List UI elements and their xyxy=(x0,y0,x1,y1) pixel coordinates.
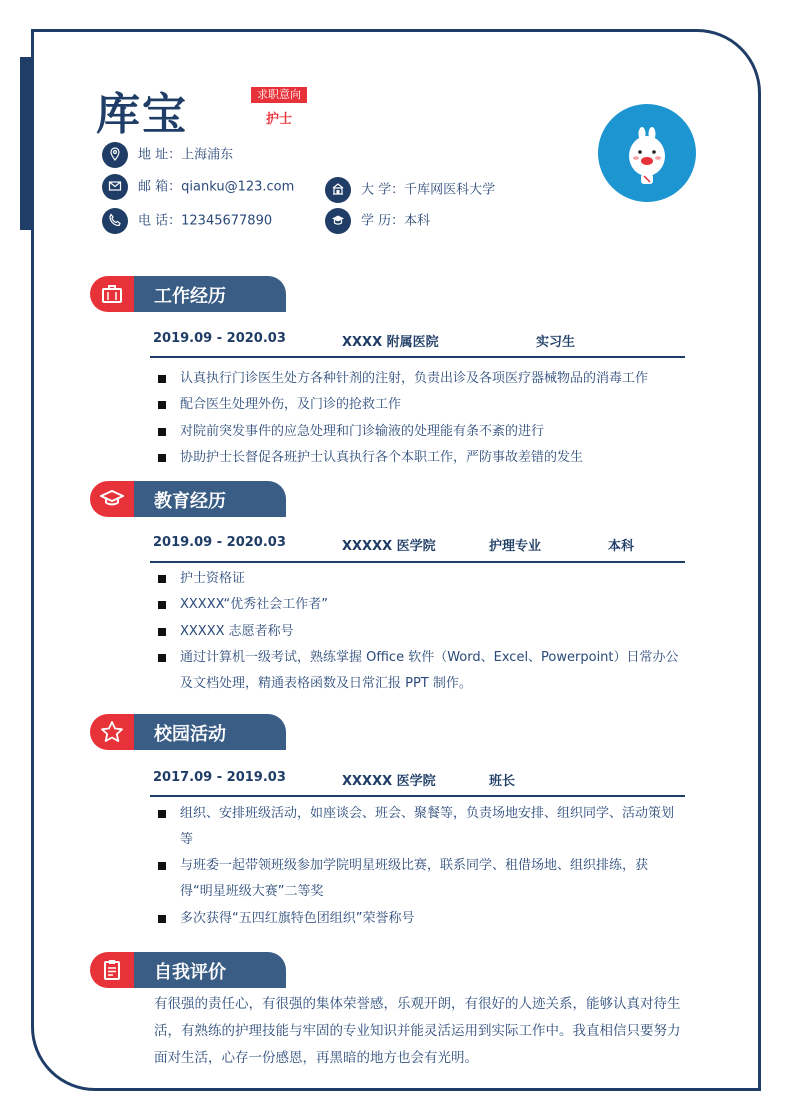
bullet xyxy=(158,375,166,383)
decorative-side-bar xyxy=(20,57,31,230)
section-header-work xyxy=(90,276,286,312)
phone-icon xyxy=(102,208,128,234)
divider xyxy=(150,356,685,358)
bullet xyxy=(158,810,166,818)
campus-date: 2017.09 - 2019.03 xyxy=(153,770,286,785)
job-intent-label: 求职意向 xyxy=(251,87,307,103)
section-title-bar xyxy=(134,276,286,312)
bullet xyxy=(158,654,166,662)
degree-row xyxy=(325,208,430,234)
list-item: 认真执行门诊医生处方各种针剂的注射，负责出诊及各项医疗器械物品的消毒工作 xyxy=(180,371,649,386)
university-text: 大 学：千库网医科大学 xyxy=(361,182,496,198)
degree-text: 学 历：本科 xyxy=(361,213,431,229)
bullet xyxy=(158,428,166,436)
list-item: 多次获得“五四红旗特色团组织”荣誉称号 xyxy=(180,911,415,926)
job-intent-value: 护士 xyxy=(265,112,292,127)
list-item: XXXXX“优秀社会工作者” xyxy=(180,597,328,612)
section-title-bar xyxy=(134,714,286,750)
work-role: 实习生 xyxy=(536,335,576,350)
email-text: 邮 箱：qianku@123.com xyxy=(138,179,295,195)
divider xyxy=(150,795,685,797)
section-title: 教育经历 xyxy=(154,491,226,512)
self-evaluation-text: 有很强的责任心，有很强的集体荣誉感，乐观开朗，有很好的人迹关系，能够认真对待生活，有熟练的护理技能与牢固的专业知识并能灵活运用到实际工作中。我直相信只要努力面对生活，心存一份感恩，再黑暗的地方也会有光明。 xyxy=(154,996,681,1066)
phone-text: 电 话：12345677890 xyxy=(138,213,273,229)
bullet xyxy=(158,454,166,462)
section-header-education xyxy=(90,481,286,517)
section-header-campus xyxy=(90,714,286,750)
section-title: 自我评价 xyxy=(154,962,226,983)
clipboard-icon xyxy=(100,958,124,982)
section-title: 校园活动 xyxy=(154,724,226,745)
graduation-cap-icon xyxy=(100,487,124,511)
address-row xyxy=(102,142,233,168)
bullet xyxy=(158,915,166,923)
graduation-cap-icon xyxy=(325,208,351,234)
bullet xyxy=(158,575,166,583)
star-icon xyxy=(100,720,124,744)
section-title-bar xyxy=(134,481,286,517)
list-item: 配合医生处理外伤，及门诊的抢救工作 xyxy=(180,397,402,412)
bullet xyxy=(158,401,166,409)
list-item: 通过计算机一级考试，熟练掌握 Office 软件（Word、Excel、Powerpoint）日常办公及文档处理，精通表格函数及日常汇报 PPT 制作。 xyxy=(180,650,679,691)
edu-degree: 本科 xyxy=(608,539,635,554)
list-item: 对院前突发事件的应急处理和门诊输液的处理能有条不紊的进行 xyxy=(180,424,545,439)
bullet xyxy=(158,601,166,609)
university-icon xyxy=(325,177,351,203)
bullet xyxy=(158,862,166,870)
section-icon-box xyxy=(90,714,134,750)
list-item: 护士资格证 xyxy=(180,571,246,586)
work-date: 2019.09 - 2020.03 xyxy=(153,331,286,346)
avatar-illustration xyxy=(598,104,696,202)
list-item: 组织、安排班级活动，如座谈会、班会、聚餐等，负责场地安排、组织同学、活动策划等 xyxy=(180,806,675,847)
edu-major: 护理专业 xyxy=(489,539,542,554)
section-icon-box xyxy=(90,276,134,312)
list-item: XXXXX 志愿者称号 xyxy=(180,624,294,639)
campus-role: 班长 xyxy=(489,774,516,789)
edu-date: 2019.09 - 2020.03 xyxy=(153,535,286,550)
bullet xyxy=(158,628,166,636)
section-title-bar xyxy=(134,952,286,988)
candidate-name: 库宝 xyxy=(96,89,188,140)
section-header-self xyxy=(90,952,286,988)
section-icon-box xyxy=(90,481,134,517)
email-icon xyxy=(102,174,128,200)
avatar xyxy=(598,104,696,202)
list-item: 协助护士长督促各班护士认真执行各个本职工作，严防事故差错的发生 xyxy=(180,450,584,465)
edu-org: XXXXX 医学院 xyxy=(342,539,436,554)
briefcase-icon xyxy=(100,282,124,306)
email-row xyxy=(102,174,294,200)
section-title: 工作经历 xyxy=(154,286,226,307)
work-org: XXXX 附属医院 xyxy=(342,335,439,350)
list-item: 与班委一起带领班级参加学院明星班级比赛，联系同学、租借场地、组织排练，获得“明星班级大赛”二等奖 xyxy=(180,858,649,899)
address-text: 地 址：上海浦东 xyxy=(138,147,234,163)
campus-org: XXXXX 医学院 xyxy=(342,774,436,789)
location-icon xyxy=(102,142,128,168)
divider xyxy=(150,561,685,563)
university-row xyxy=(325,177,495,203)
section-icon-box xyxy=(90,952,134,988)
phone-row xyxy=(102,208,272,234)
